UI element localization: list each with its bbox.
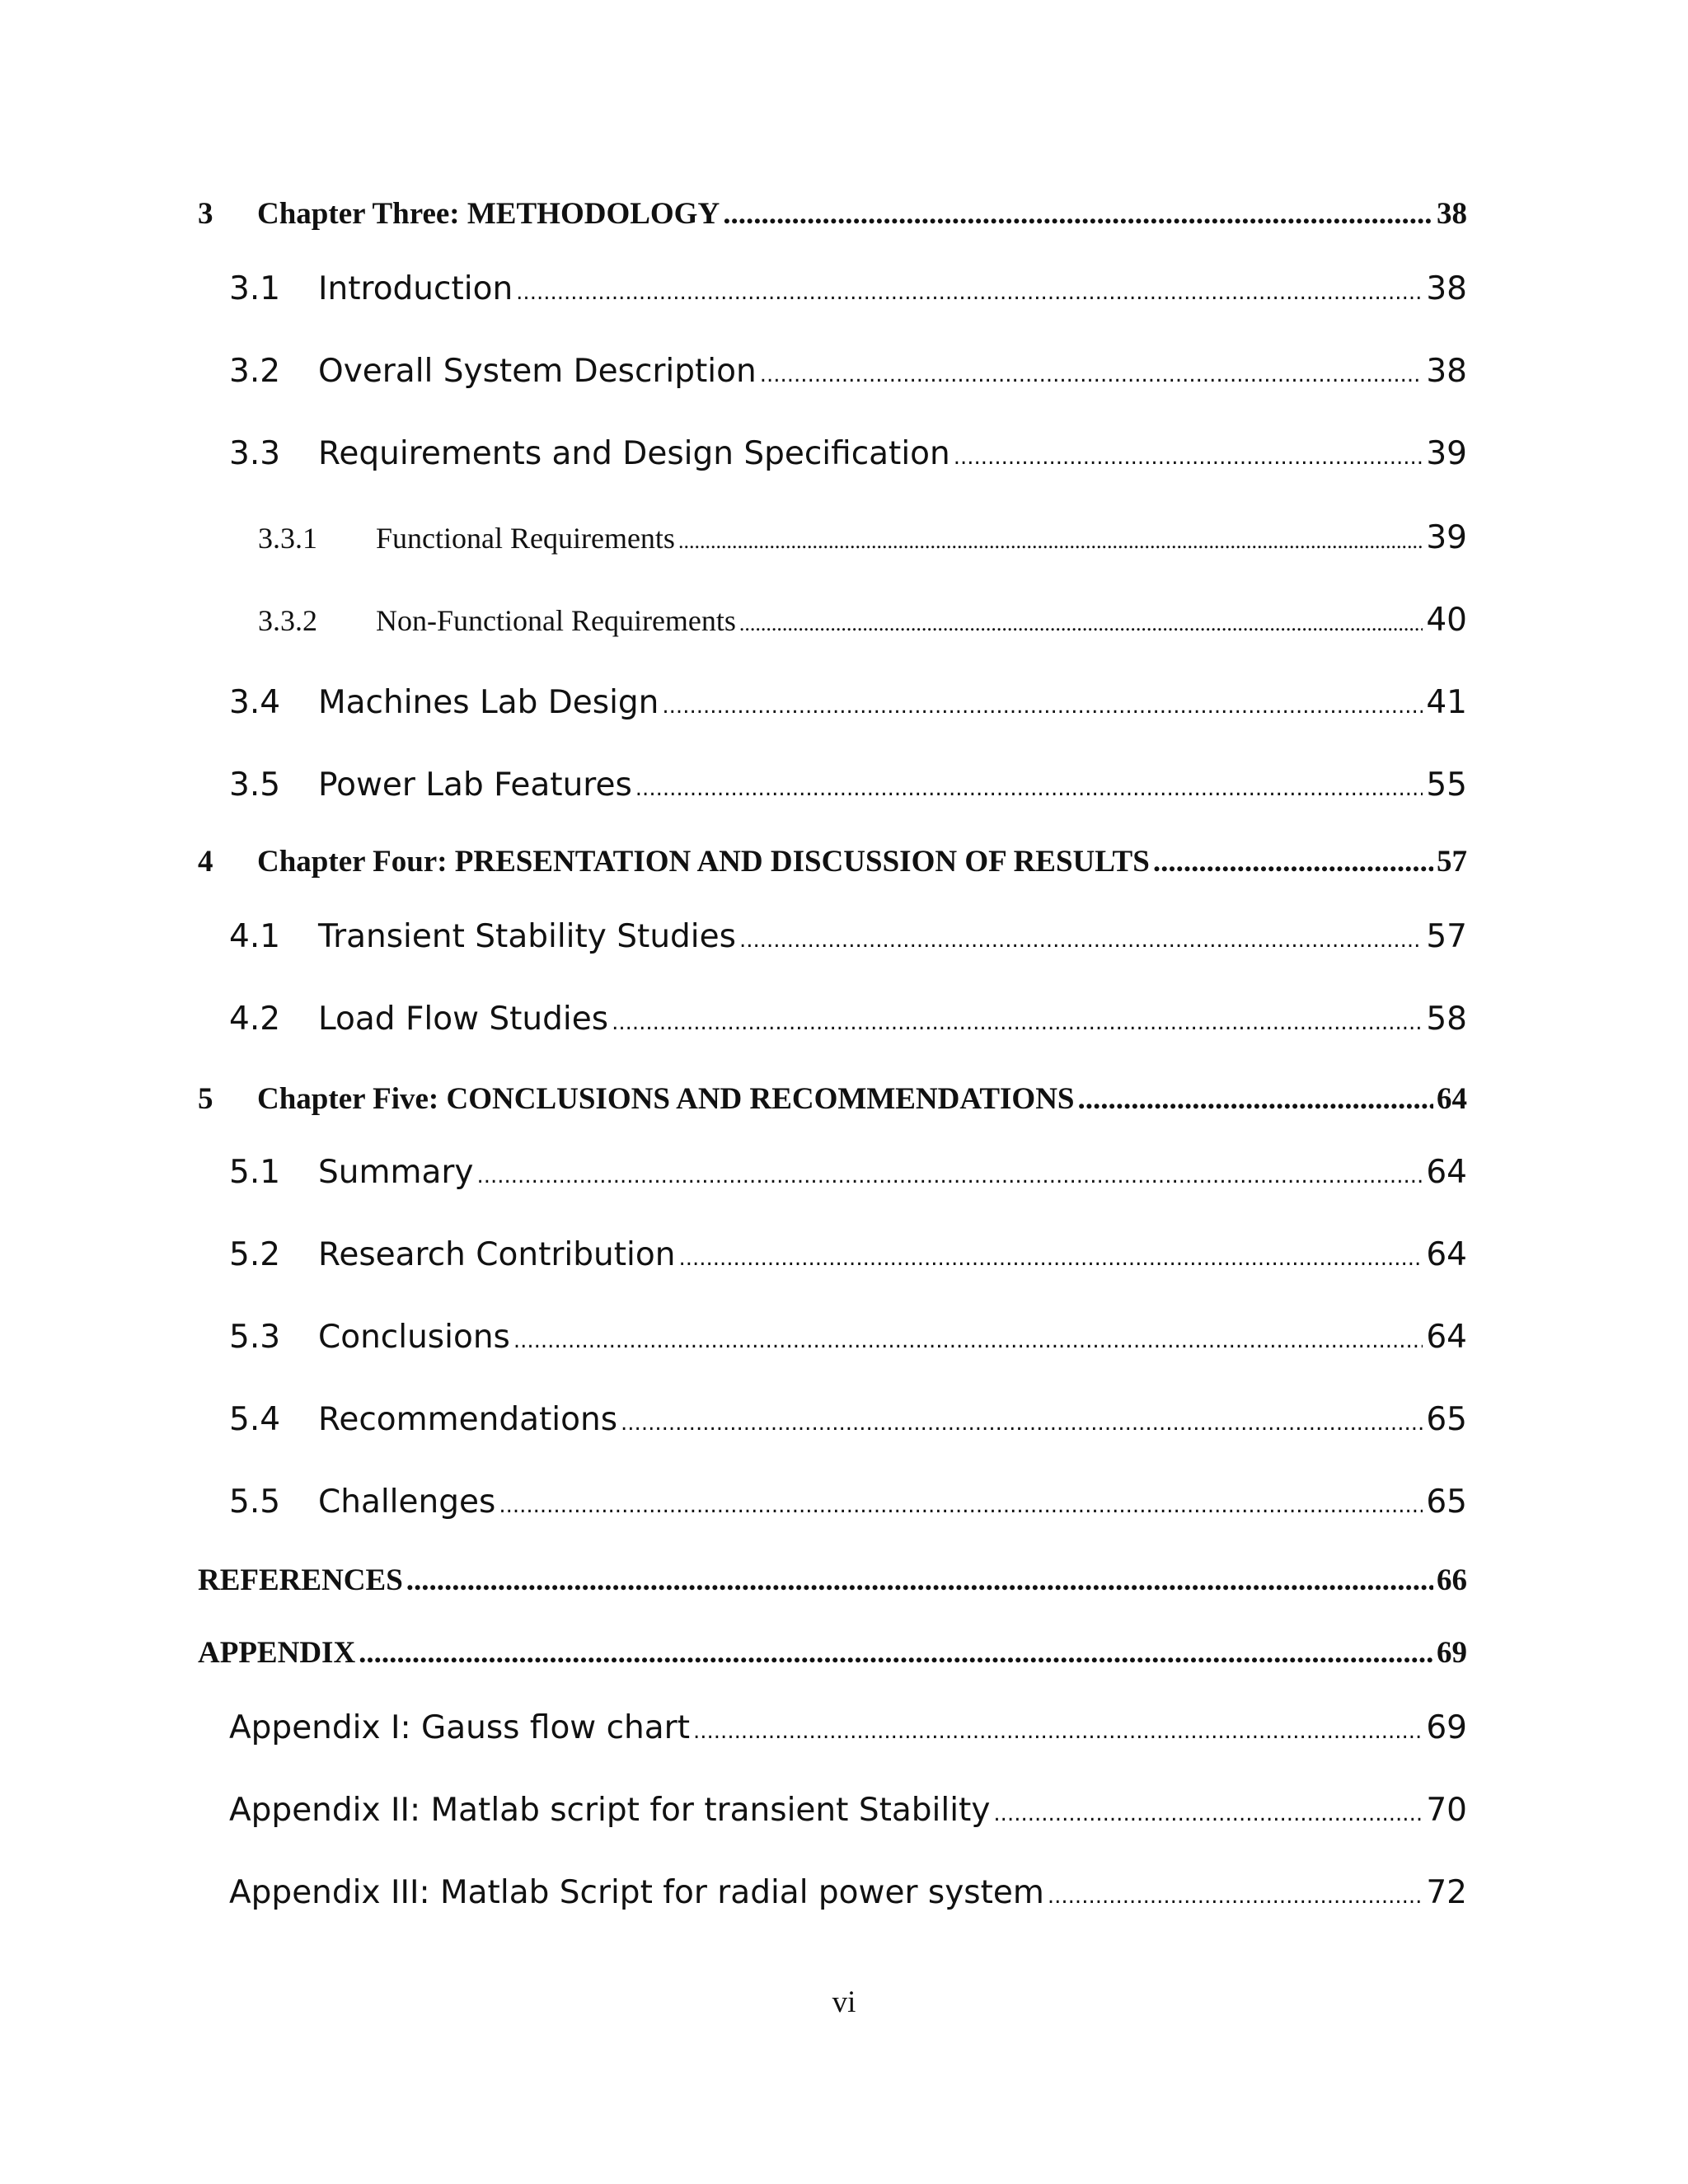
toc-page: 65 — [1426, 1483, 1467, 1521]
toc-number: 4.1 — [229, 918, 281, 955]
dot-leader — [693, 1719, 1423, 1744]
toc-entry-3-3-2[interactable] — [258, 602, 1467, 639]
toc-title: Non-Functional Requirements — [376, 604, 736, 637]
toc-page: 64 — [1437, 1082, 1467, 1116]
toc-number: 5.3 — [229, 1319, 281, 1356]
dot-leader — [739, 928, 1423, 953]
toc-page: 69 — [1426, 1709, 1467, 1746]
toc-number: 3.5 — [229, 766, 281, 804]
dot-leader — [612, 1010, 1423, 1035]
toc-page: 39 — [1426, 519, 1467, 556]
dot-leader — [1078, 1081, 1433, 1117]
toc-number: 4 — [198, 845, 213, 879]
toc-title: Functional Requirements — [376, 522, 675, 555]
dot-leader — [359, 1635, 1433, 1671]
toc-page: 38 — [1426, 270, 1467, 307]
toc-entry-appendix-1[interactable] — [229, 1709, 1467, 1746]
toc-title: Appendix I: Gauss flow chart — [229, 1709, 690, 1746]
dot-leader — [678, 1246, 1423, 1271]
toc-title: Conclusions — [318, 1319, 510, 1356]
toc-page: 40 — [1426, 602, 1467, 639]
toc-page: 41 — [1426, 684, 1467, 721]
dot-leader — [662, 694, 1423, 719]
toc-page: 58 — [1426, 1001, 1467, 1038]
toc-entry-references[interactable] — [198, 1563, 1467, 1598]
dot-leader — [1153, 844, 1433, 879]
toc-entry-chapter-5[interactable] — [198, 1081, 1467, 1117]
toc-title: APPENDIX — [198, 1636, 356, 1670]
toc-page: 38 — [1426, 353, 1467, 390]
toc-title: Recommendations — [318, 1401, 618, 1438]
toc-title: Research Contribution — [318, 1236, 676, 1273]
toc-entry-5-3[interactable] — [229, 1319, 1467, 1356]
toc-page: 55 — [1426, 766, 1467, 804]
toc-page: 38 — [1437, 197, 1467, 231]
page-number: vi — [832, 1985, 856, 2019]
dot-leader — [739, 612, 1423, 636]
toc-entry-5-2[interactable] — [229, 1236, 1467, 1273]
toc-entry-3-2[interactable] — [229, 353, 1467, 390]
dot-leader — [516, 280, 1423, 305]
toc-title: Power Lab Features — [318, 766, 632, 804]
dot-leader — [513, 1329, 1423, 1353]
toc-entry-appendix-3[interactable] — [229, 1874, 1467, 1911]
toc-title: Load Flow Studies — [318, 1001, 609, 1038]
dot-leader — [476, 1164, 1423, 1188]
toc-entry-3-3[interactable] — [229, 435, 1467, 472]
toc-number: 3.1 — [229, 270, 281, 307]
dot-leader — [406, 1563, 1433, 1598]
toc-title: Overall System Description — [318, 353, 757, 390]
toc-entry-5-4[interactable] — [229, 1401, 1467, 1438]
toc-entry-5-5[interactable] — [229, 1483, 1467, 1521]
dot-leader — [954, 445, 1423, 470]
toc-title: Chapter Five: CONCLUSIONS AND RECOMMENDATIONS — [257, 1082, 1075, 1116]
dot-leader — [1048, 1884, 1423, 1909]
toc-page: 64 — [1426, 1236, 1467, 1273]
toc-page: 65 — [1426, 1401, 1467, 1438]
toc-entry-appendix-2[interactable] — [229, 1792, 1467, 1829]
toc-number: 3.4 — [229, 684, 281, 721]
toc-number: 3.3 — [229, 435, 281, 472]
toc-title: Transient Stability Studies — [318, 918, 736, 955]
toc-title: Chapter Four: PRESENTATION AND DISCUSSION OF RESULTS — [257, 845, 1150, 879]
toc-page: 72 — [1426, 1874, 1467, 1911]
toc-entry-4-2[interactable] — [229, 1001, 1467, 1038]
toc-number: 5.2 — [229, 1236, 281, 1273]
toc-number: 3 — [198, 197, 213, 231]
toc-page: 64 — [1426, 1319, 1467, 1356]
toc-number: 3.3.2 — [258, 604, 317, 637]
toc-page: 57 — [1426, 918, 1467, 955]
toc-page: 70 — [1426, 1792, 1467, 1829]
toc-entry-3-5[interactable] — [229, 766, 1467, 804]
toc-page: 69 — [1437, 1636, 1467, 1670]
dot-leader — [621, 1411, 1423, 1436]
toc-number: 3.2 — [229, 353, 281, 390]
toc-number: 3.3.1 — [258, 522, 317, 555]
toc-number: 4.2 — [229, 1001, 281, 1038]
toc-title: Introduction — [318, 270, 513, 307]
toc-entry-4-1[interactable] — [229, 918, 1467, 955]
toc-page: 39 — [1426, 435, 1467, 472]
dot-leader — [993, 1802, 1423, 1826]
toc-title: Appendix III: Matlab Script for radial power system — [229, 1874, 1044, 1911]
toc-entry-3-1[interactable] — [229, 270, 1467, 307]
toc-title: Requirements and Design Specification — [318, 435, 950, 472]
toc-number: 5.5 — [229, 1483, 281, 1521]
dot-leader — [678, 529, 1423, 554]
toc-title: Machines Lab Design — [318, 684, 659, 721]
dot-leader — [635, 776, 1423, 801]
toc-page: 57 — [1437, 845, 1467, 879]
toc-entry-appendix[interactable] — [198, 1635, 1467, 1671]
toc-title: Appendix II: Matlab script for transient Stability — [229, 1792, 991, 1829]
toc-page: 66 — [1437, 1563, 1467, 1597]
toc-number: 5 — [198, 1082, 213, 1116]
dot-leader — [499, 1493, 1423, 1518]
dot-leader — [723, 196, 1433, 232]
toc-title: Challenges — [318, 1483, 496, 1521]
toc-entry-chapter-3[interactable] — [198, 196, 1467, 232]
toc-title: Chapter Three: METHODOLOGY — [257, 197, 720, 231]
toc-entry-5-1[interactable] — [229, 1154, 1467, 1191]
toc-title: Summary — [318, 1154, 474, 1191]
toc-entry-chapter-4[interactable] — [198, 844, 1467, 879]
toc-entry-3-4[interactable] — [229, 684, 1467, 721]
dot-leader — [760, 363, 1423, 387]
toc-number: 5.1 — [229, 1154, 281, 1191]
toc-page: 64 — [1426, 1154, 1467, 1191]
toc-number: 5.4 — [229, 1401, 281, 1438]
toc-entry-3-3-1[interactable] — [258, 519, 1467, 556]
toc-title: REFERENCES — [198, 1563, 403, 1597]
